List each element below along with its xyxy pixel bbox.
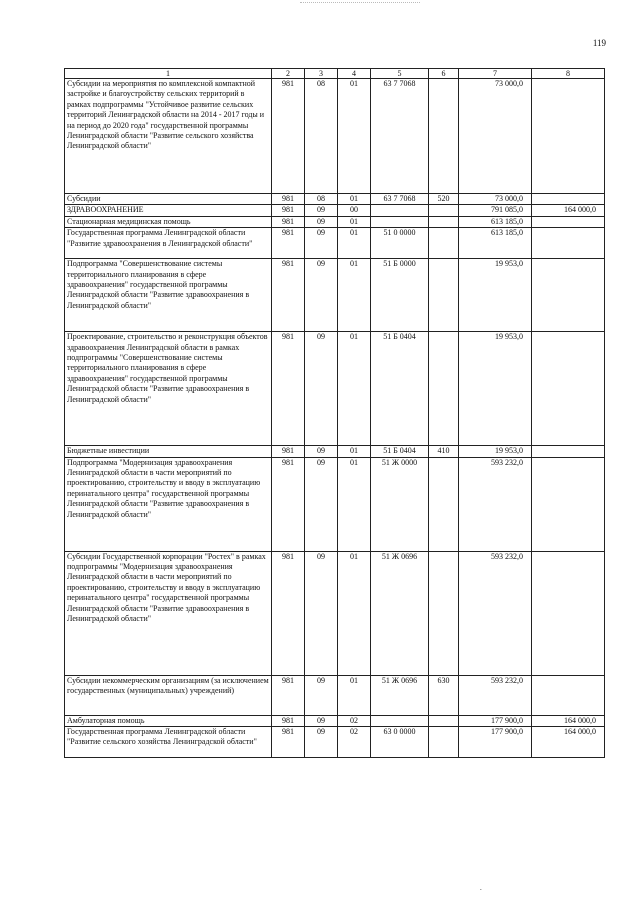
scan-artifact-line (300, 2, 420, 4)
row-code-cell: 981 (272, 259, 305, 332)
row-name-cell: Субсидии (65, 194, 272, 205)
row-type-cell (429, 216, 459, 227)
row-target-cell: 51 Ж 0696 (371, 675, 429, 715)
row-amount-cell: 791 085,0 (459, 205, 532, 216)
row-code-cell: 981 (272, 216, 305, 227)
header-cell: 3 (305, 69, 338, 79)
row-amount2-cell: 164 000,0 (532, 715, 605, 726)
row-code-cell: 981 (272, 446, 305, 457)
row-amount-cell: 593 232,0 (459, 675, 532, 715)
row-name-cell: Государственная программа Ленинградской области "Развитие сельского хозяйства Ленинградской области" (65, 727, 272, 758)
row-target-cell: 51 Б 0000 (371, 259, 429, 332)
row-name-cell: ЗДРАВООХРАНЕНИЕ (65, 205, 272, 216)
table-row (65, 727, 605, 758)
row-type-cell: 630 (429, 675, 459, 715)
row-amount-cell: 593 232,0 (459, 457, 532, 551)
row-amount-cell: 177 900,0 (459, 715, 532, 726)
table-row (65, 205, 605, 216)
row-subsection-cell: 02 (338, 727, 371, 758)
row-section-cell: 09 (305, 675, 338, 715)
row-name-cell: Субсидии Государственной корпорации "Ростех" в рамках подпрограммы "Модернизация здравоохранения Ленинградской области в части мероприятий по проектированию, строительству и вводу в эксплуатацию перинатального центра" государственной программы Ленинградской области "Развитие здравоохранения в Ленинградской области" (65, 551, 272, 675)
row-section-cell: 09 (305, 205, 338, 216)
row-subsection-cell: 01 (338, 259, 371, 332)
budget-table (64, 68, 605, 758)
row-target-cell: 51 0 0000 (371, 228, 429, 259)
row-target-cell: 51 Б 0404 (371, 446, 429, 457)
row-type-cell (429, 259, 459, 332)
row-section-cell: 09 (305, 551, 338, 675)
budget-table-container (64, 68, 605, 758)
row-type-cell (429, 551, 459, 675)
row-section-cell: 09 (305, 727, 338, 758)
row-target-cell: 51 Ж 0000 (371, 457, 429, 551)
row-section-cell: 08 (305, 194, 338, 205)
row-amount2-cell (532, 332, 605, 446)
row-name-cell: Субсидии некоммерческим организациям (за исключением государственных (муниципальных) учреждений) (65, 675, 272, 715)
row-code-cell: 981 (272, 205, 305, 216)
row-amount2-cell: 164 000,0 (532, 205, 605, 216)
row-amount-cell: 73 000,0 (459, 79, 532, 194)
row-section-cell: 09 (305, 446, 338, 457)
row-section-cell: 09 (305, 715, 338, 726)
row-amount2-cell (532, 675, 605, 715)
header-cell: 7 (459, 69, 532, 79)
table-row (65, 259, 605, 332)
row-type-cell (429, 727, 459, 758)
row-code-cell: 981 (272, 727, 305, 758)
row-target-cell: 63 7 7068 (371, 194, 429, 205)
row-name-cell: Амбулаторная помощь (65, 715, 272, 726)
header-cell: 4 (338, 69, 371, 79)
row-code-cell: 981 (272, 194, 305, 205)
row-subsection-cell: 01 (338, 551, 371, 675)
row-amount2-cell (532, 79, 605, 194)
table-row (65, 715, 605, 726)
row-name-cell: Проектирование, строительство и реконструкция объектов здравоохранения Ленинградской области в рамках подпрограммы "Совершенствование системы территориального планирования в сфере здравоохранения" государственной программы Ленинградской области "Развитие здравоохранения в Ленинградской области" (65, 332, 272, 446)
row-name-cell: Государственная программа Ленинградской области "Развитие здравоохранения в Ленинградской области" (65, 228, 272, 259)
row-name-cell: Бюджетные инвестиции (65, 446, 272, 457)
row-name-cell: Субсидии на мероприятия по комплексной компактной застройке и благоустройству сельских территорий в рамках подпрограммы "Устойчивое развитие сельских территорий Ленинградской области на 2014 - 2017 годы и на период до 2020 года" государственной программы Ленинградской области "Развитие сельского хозяйства Ленинградской области" (65, 79, 272, 194)
row-amount-cell: 19 953,0 (459, 332, 532, 446)
row-section-cell: 09 (305, 332, 338, 446)
row-code-cell: 981 (272, 228, 305, 259)
header-cell: 1 (65, 69, 272, 79)
row-subsection-cell: 00 (338, 205, 371, 216)
table-row (65, 457, 605, 551)
row-amount2-cell (532, 551, 605, 675)
row-section-cell: 09 (305, 216, 338, 227)
row-target-cell: 63 7 7068 (371, 79, 429, 194)
row-code-cell: 981 (272, 715, 305, 726)
table-header-row (65, 69, 605, 79)
row-subsection-cell: 02 (338, 715, 371, 726)
table-row (65, 194, 605, 205)
row-amount2-cell: 164 000,0 (532, 727, 605, 758)
row-name-cell: Подпрограмма "Совершенствование системы территориального планирования в сфере здравоохранения" государственной программы Ленинградской области "Развитие здравоохранения в Ленинградской области" (65, 259, 272, 332)
row-code-cell: 981 (272, 551, 305, 675)
table-row (65, 216, 605, 227)
table-row (65, 228, 605, 259)
row-section-cell: 09 (305, 228, 338, 259)
table-row (65, 332, 605, 446)
row-type-cell (429, 205, 459, 216)
row-code-cell: 981 (272, 332, 305, 446)
row-type-cell (429, 228, 459, 259)
page-number: 119 (592, 38, 606, 48)
row-amount2-cell (532, 457, 605, 551)
row-subsection-cell: 01 (338, 332, 371, 446)
row-type-cell: 410 (429, 446, 459, 457)
row-subsection-cell: 01 (338, 194, 371, 205)
row-target-cell (371, 216, 429, 227)
row-section-cell: 08 (305, 79, 338, 194)
header-cell: 8 (532, 69, 605, 79)
row-type-cell (429, 457, 459, 551)
row-amount2-cell (532, 228, 605, 259)
row-name-cell: Подпрограмма "Модернизация здравоохранения Ленинградской области в части мероприятий по проектированию, строительству и вводу в эксплуатацию перинатального центра" государственной программы Ленинградской области "Развитие здравоохранения в Ленинградской области" (65, 457, 272, 551)
row-section-cell: 09 (305, 457, 338, 551)
header-cell: 5 (371, 69, 429, 79)
row-code-cell: 981 (272, 79, 305, 194)
row-target-cell: 51 Ж 0696 (371, 551, 429, 675)
row-section-cell: 09 (305, 259, 338, 332)
row-amount-cell: 613 185,0 (459, 216, 532, 227)
row-subsection-cell: 01 (338, 79, 371, 194)
row-amount2-cell (532, 259, 605, 332)
row-target-cell (371, 205, 429, 216)
row-target-cell: 51 Б 0404 (371, 332, 429, 446)
row-subsection-cell: 01 (338, 457, 371, 551)
row-amount-cell: 613 185,0 (459, 228, 532, 259)
row-type-cell (429, 332, 459, 446)
row-amount2-cell (532, 194, 605, 205)
table-row (65, 551, 605, 675)
row-amount-cell: 19 953,0 (459, 446, 532, 457)
row-subsection-cell: 01 (338, 446, 371, 457)
row-target-cell: 63 0 0000 (371, 727, 429, 758)
row-type-cell (429, 79, 459, 194)
row-subsection-cell: 01 (338, 228, 371, 259)
row-amount-cell: 177 900,0 (459, 727, 532, 758)
table-row (65, 675, 605, 715)
footer-mark: . (480, 884, 482, 892)
row-amount2-cell (532, 446, 605, 457)
row-amount2-cell (532, 216, 605, 227)
row-code-cell: 981 (272, 675, 305, 715)
table-row (65, 79, 605, 194)
row-amount-cell: 19 953,0 (459, 259, 532, 332)
row-amount-cell: 593 232,0 (459, 551, 532, 675)
row-type-cell (429, 715, 459, 726)
header-cell: 6 (429, 69, 459, 79)
row-subsection-cell: 01 (338, 216, 371, 227)
row-type-cell: 520 (429, 194, 459, 205)
row-name-cell: Стационарная медицинская помощь (65, 216, 272, 227)
row-code-cell: 981 (272, 457, 305, 551)
row-amount-cell: 73 000,0 (459, 194, 532, 205)
row-subsection-cell: 01 (338, 675, 371, 715)
table-row (65, 446, 605, 457)
header-cell: 2 (272, 69, 305, 79)
row-target-cell (371, 715, 429, 726)
